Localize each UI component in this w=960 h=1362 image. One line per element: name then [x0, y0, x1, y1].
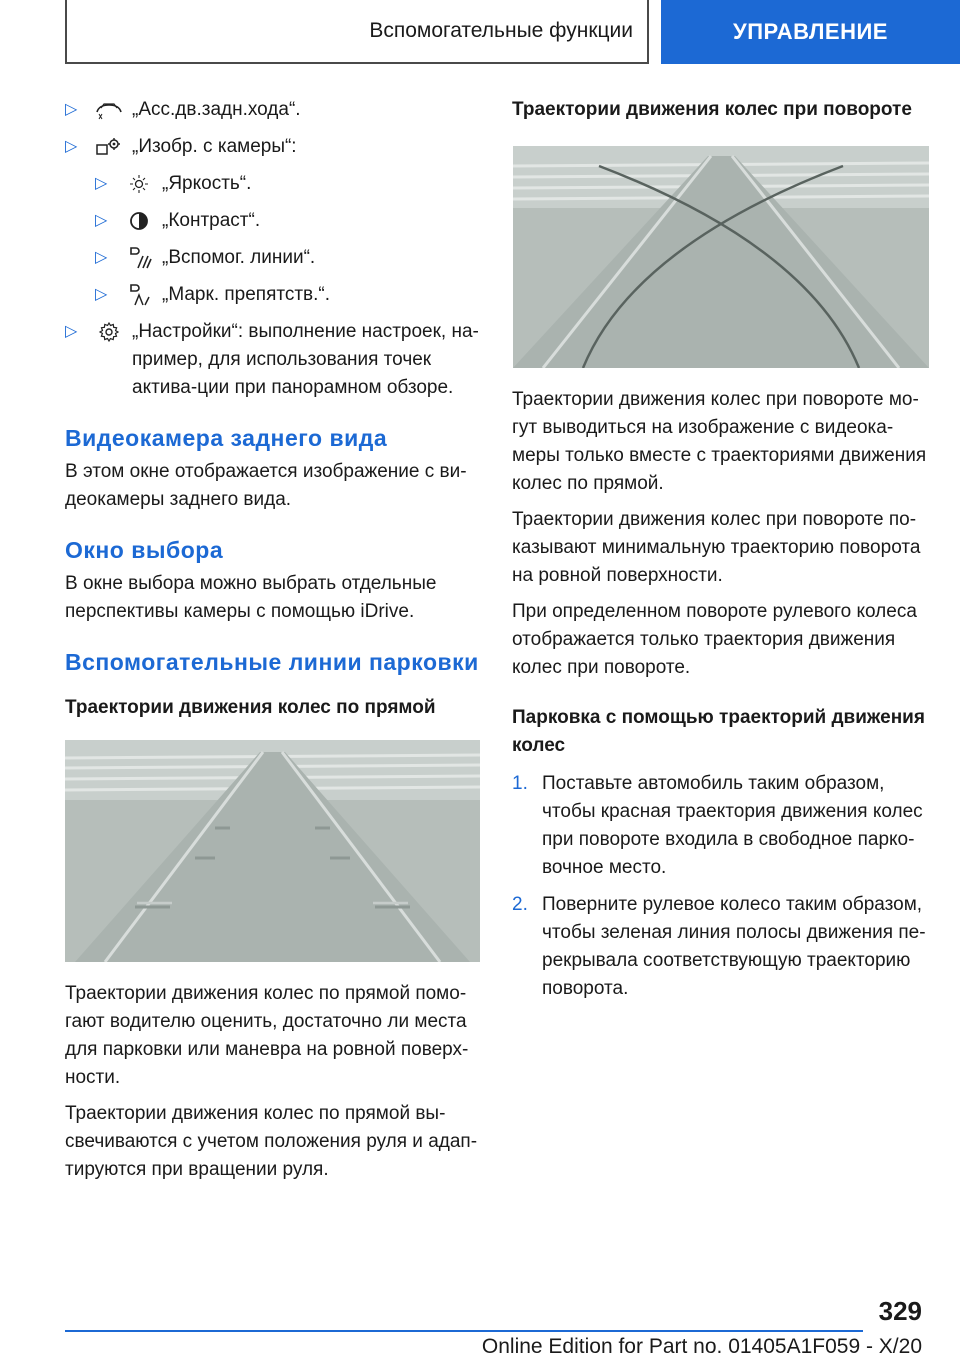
- submenu-item-brightness: [95, 170, 480, 198]
- right-column: [512, 96, 930, 1012]
- heading-selection-window: Окно выбора: [65, 537, 224, 563]
- bullet-triangle-icon: ▷: [65, 323, 78, 340]
- paragraph-straight-2: Траектории движения колес по прямой вы-свечиваются с учетом положения руля и адап-тируются при вращении руля.: [65, 1103, 478, 1180]
- submenu-item-label: „Контраст“.: [162, 210, 261, 231]
- step-number: 1.: [512, 773, 528, 794]
- left-column: [65, 96, 480, 1192]
- obstacle-marking-icon: [125, 284, 153, 306]
- submenu-item-label: „Яркость“.: [162, 173, 252, 194]
- page-number: 329: [878, 1296, 922, 1326]
- submenu-item-guide-lines: [95, 244, 480, 272]
- figure-straight-trajectories: [65, 740, 480, 962]
- brightness-icon: [125, 173, 153, 195]
- menu-item-settings: [65, 318, 480, 402]
- bullet-triangle-icon: ▷: [95, 286, 108, 303]
- heading-parking-with-trajectories: Парковка с помощью траекторий движения колес: [512, 707, 925, 756]
- header-chapter-tab: [661, 0, 960, 64]
- step-number: 2.: [512, 894, 528, 915]
- footer-edition: Online Edition for Part no. 01405A1F059 - X/20: [481, 1335, 922, 1358]
- header-section-title: Вспомогательные функции: [369, 19, 633, 42]
- submenu-item-label: „Вспомог. линии“.: [162, 247, 316, 268]
- menu-item-label: „Изобр. с камеры“:: [132, 136, 297, 157]
- heading-turn-trajectories: Траектории движения колес при повороте: [512, 99, 912, 120]
- bullet-triangle-icon: ▷: [95, 212, 108, 229]
- bullet-triangle-icon: ▷: [95, 175, 108, 192]
- menu-item-rear-assist: [65, 96, 480, 124]
- heading-straight-trajectories: Траектории движения колес по прямой: [65, 697, 436, 718]
- bullet-triangle-icon: ▷: [95, 249, 108, 266]
- car-rear-icon: [95, 99, 123, 121]
- footer-divider: [65, 1330, 863, 1332]
- step-text: Поверните рулевое колесо таким образом, чтобы зеленая линия полосы движения пе-рекрывала соответствующую траекторию поворота.: [542, 894, 926, 999]
- menu-item-label: „Асс.дв.задн.хода“.: [132, 99, 301, 120]
- guide-lines-icon: [125, 247, 153, 269]
- submenu-item-label: „Марк. препятств.“.: [162, 284, 331, 305]
- gear-icon: [95, 321, 123, 343]
- menu-item-camera-image: [65, 133, 480, 161]
- paragraph-selection-window: В окне выбора можно выбрать отдельные перспективы камеры с помощью iDrive.: [65, 573, 437, 622]
- header-section-box: [65, 0, 649, 64]
- bullet-triangle-icon: ▷: [65, 138, 78, 155]
- heading-rear-camera: Видеокамера заднего вида: [65, 425, 388, 451]
- step-text: Поставьте автомобиль таким образом, чтобы красная траектория движения колес при повороте входила в свободное парко-вочное место.: [542, 773, 923, 878]
- submenu-item-obstacle-marking: [95, 281, 480, 309]
- paragraph-turn-3: При определенном повороте рулевого колеса отображается только траектория движения колес при повороте.: [512, 601, 917, 678]
- bullet-triangle-icon: ▷: [65, 101, 78, 118]
- paragraph-rear-camera: В этом окне отображается изображение с ви-деокамеры заднего вида.: [65, 461, 467, 510]
- paragraph-straight-1: Траектории движения колес по прямой помо-гают водителю оценить, достаточно ли места для парковки или маневра на ровной поверх-ности.: [65, 983, 469, 1088]
- paragraph-turn-2: Траектории движения колес при повороте по-казывают минимальную траекторию поворота на ровной поверхности.: [512, 509, 921, 586]
- heading-parking-guide-lines: Вспомогательные линии парковки: [65, 649, 479, 675]
- contrast-icon: [125, 210, 153, 232]
- figure-turn-trajectories: [512, 146, 930, 368]
- list-item: [512, 770, 930, 882]
- header-chapter-title: УПРАВЛЕНИЕ: [733, 19, 888, 44]
- camera-settings-icon: [95, 136, 123, 158]
- paragraph-turn-1: Траектории движения колес при повороте мо-гут выводиться на изображение с видеока-меры только вместе с траекториями движения колес по прямой.: [512, 389, 927, 494]
- settings-description: „Настройки“: выполнение настроек, на-пример, для использования точек актива-ции при панорамном обзоре.: [132, 321, 479, 398]
- list-item: [512, 891, 930, 1003]
- submenu-item-contrast: [95, 207, 480, 235]
